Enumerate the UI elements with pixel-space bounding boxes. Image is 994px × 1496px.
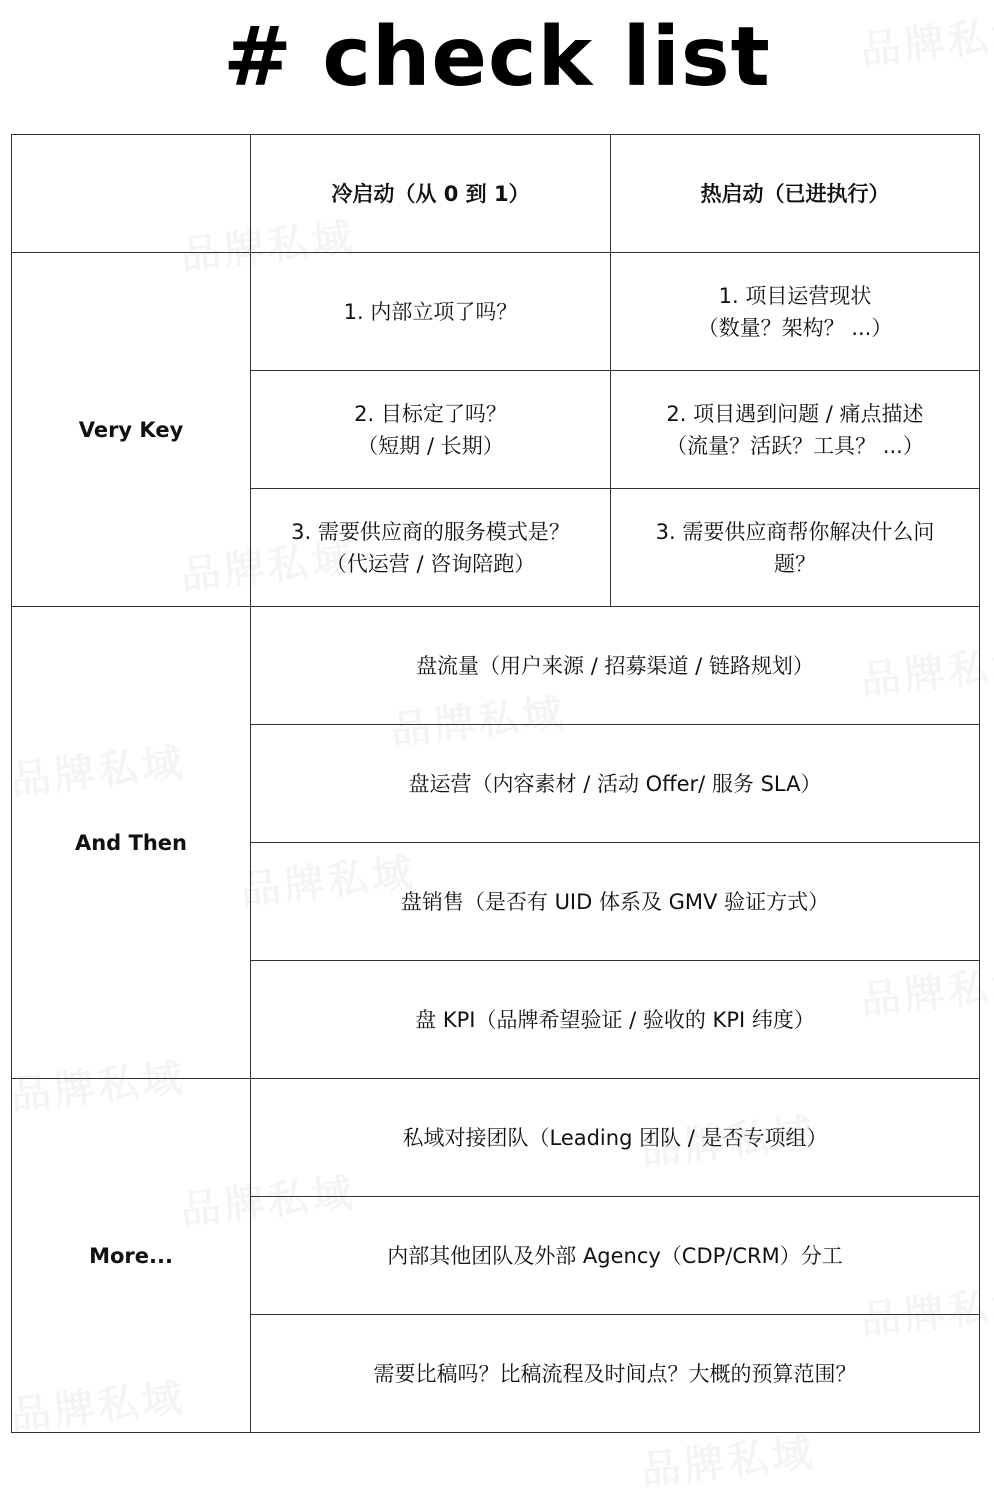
cell-text: 2. 目标定了吗？ (354, 401, 507, 426)
cell-text: （数量？架构？ ...） (697, 315, 893, 340)
merged-cell: 盘运营（内容素材 / 活动 Offer/ 服务 SLA） (251, 725, 980, 843)
hot-start-cell (611, 253, 980, 371)
cell-text: 2. 项目遇到问题 / 痛点描述 (666, 401, 924, 426)
merged-cell: 盘流量（用户来源 / 招募渠道 / 链路规划） (251, 607, 980, 725)
cell-text: 3. 需要供应商的服务模式是？ (291, 519, 570, 544)
hot-start-cell (611, 371, 980, 489)
group-label-very-key: Very Key (12, 253, 251, 607)
hot-start-cell (611, 489, 980, 607)
merged-cell: 需要比稿吗？比稿流程及时间点？大概的预算范围？ (251, 1315, 980, 1433)
group-label-and-then: And Then (12, 607, 251, 1079)
merged-cell: 盘销售（是否有 UID 体系及 GMV 验证方式） (251, 843, 980, 961)
table-row (12, 607, 980, 725)
header-empty-cell (12, 135, 251, 253)
page-title: # check list (223, 10, 771, 105)
cell-text: 1. 内部立项了吗？ (343, 299, 518, 324)
cold-start-cell (251, 253, 611, 371)
cell-text: （短期 / 长期） (357, 433, 504, 458)
checklist-table (11, 134, 980, 1433)
table-row (12, 1079, 980, 1197)
merged-cell: 内部其他团队及外部 Agency（CDP/CRM）分工 (251, 1197, 980, 1315)
merged-cell: 盘 KPI（品牌希望验证 / 验收的 KPI 纬度） (251, 961, 980, 1079)
table-header-row (12, 135, 980, 253)
cell-text: 题？ (774, 551, 816, 576)
cell-text: 3. 需要供应商帮你解决什么问 (655, 519, 935, 544)
cell-text: （流量？活跃？工具？ ...） (666, 433, 924, 458)
group-label-more: More... (12, 1079, 251, 1433)
header-hot-start: 热启动（已进执行） (611, 135, 980, 253)
cell-text: 1. 项目运营现状 (718, 283, 872, 308)
cold-start-cell (251, 371, 611, 489)
header-cold-start: 冷启动（从 0 到 1） (251, 135, 611, 253)
merged-cell: 私域对接团队（Leading 团队 / 是否专项组） (251, 1079, 980, 1197)
table-row (12, 253, 980, 371)
cold-start-cell (251, 489, 611, 607)
cell-text: （代运营 / 咨询陪跑） (325, 551, 536, 576)
